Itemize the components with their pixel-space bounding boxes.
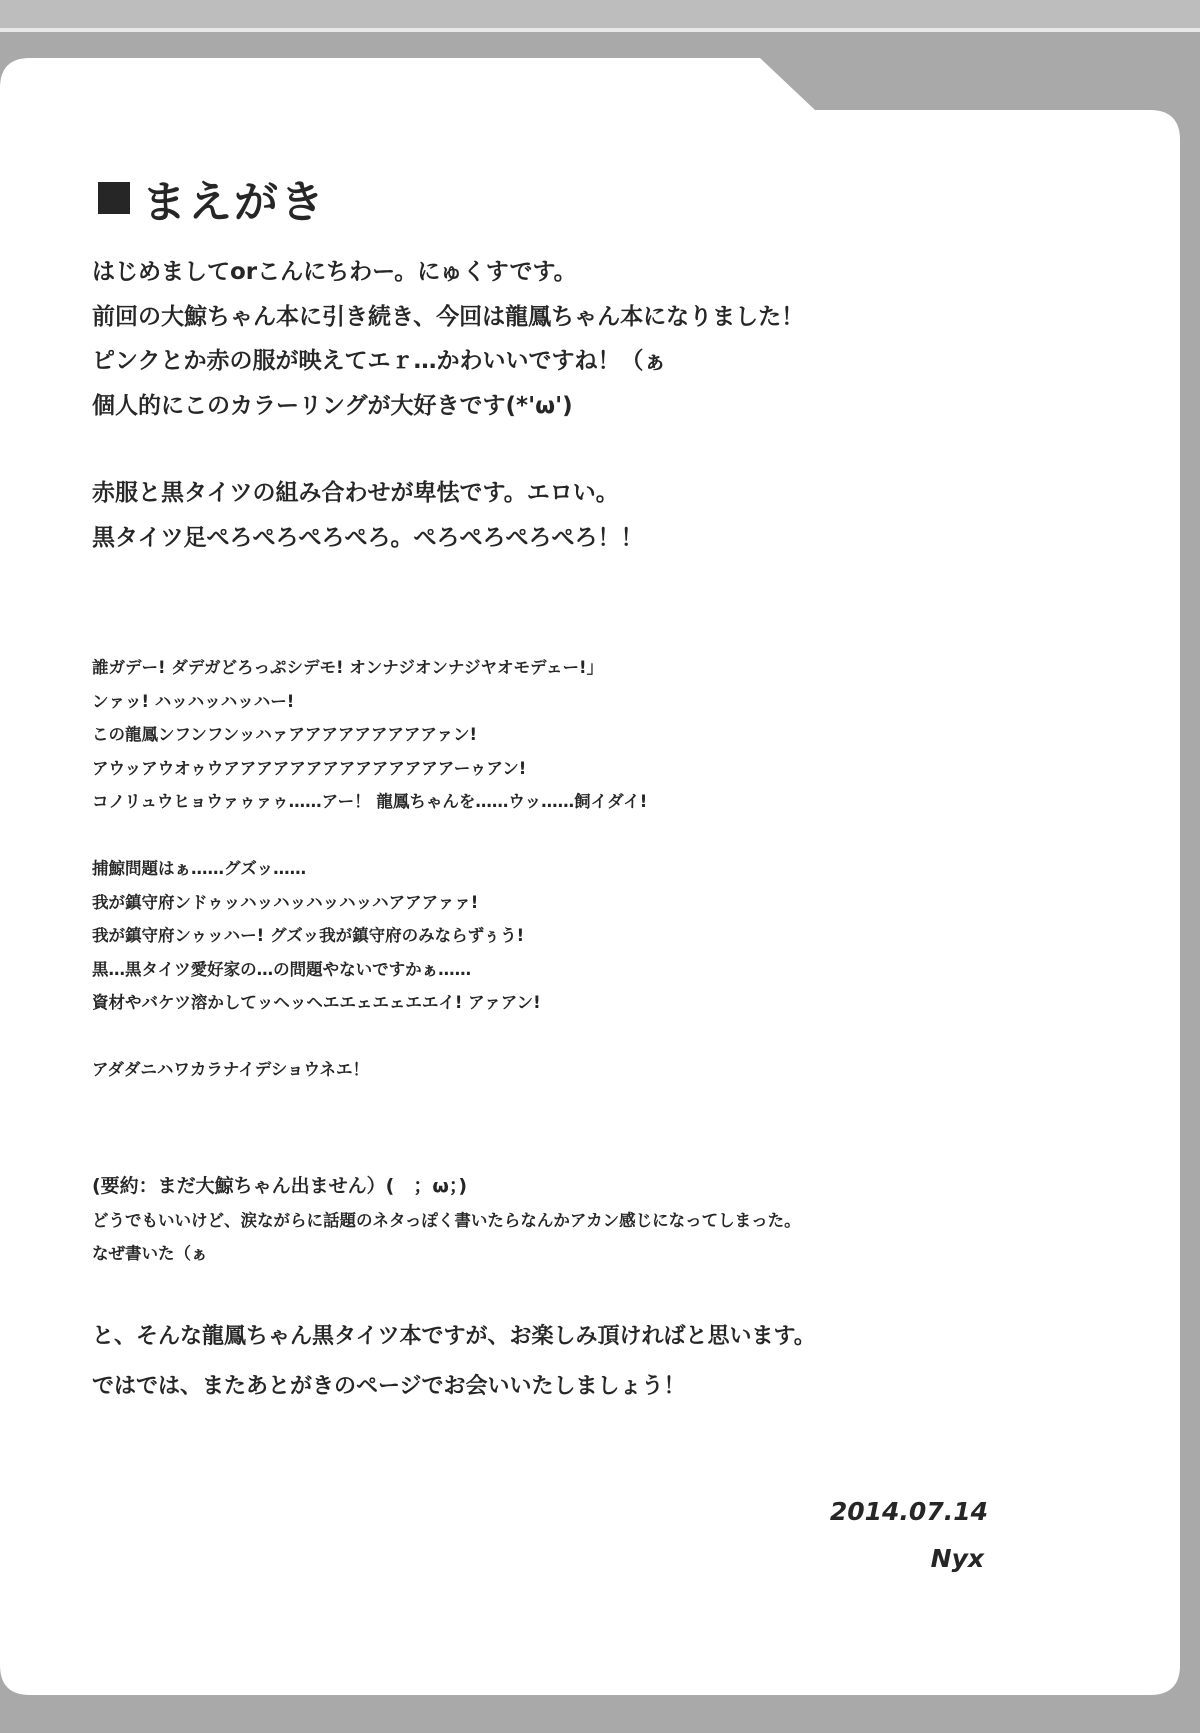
speech-line: この龍鳳ンフンフンッハァアアアアアアアアアァン! (92, 725, 478, 744)
speech-block-2 (92, 852, 541, 1020)
square-bullet-icon (98, 182, 130, 214)
date-text: 2014.07.14 (829, 1497, 988, 1526)
closing-paragraph (92, 1312, 816, 1412)
speech-line: 誰ガデー! ダデガどろっぷシデモ! オンナジオンナジヤオモデェー!」 (92, 658, 604, 677)
text-line: はじめましてorこんにちわー。にゅくすです。 (92, 259, 577, 285)
speech-block-1 (92, 651, 647, 819)
text-line: 個人的にこのカラーリングが大好きです(*'ω') (92, 392, 573, 419)
speech-line: 我が鎮守府ンゥッハー! グズッ我が鎮守府のみならずぅう! (92, 926, 525, 945)
speech-line: アダダニハワカラナイデショウネエ！ (92, 1060, 370, 1079)
text-line: 前回の大鯨ちゃん本に引き続き、今回は龍鳳ちゃん本になりました！ (92, 303, 805, 330)
section-heading (98, 166, 326, 230)
speech-line: アウッアウオゥウアアアアアアアアアアアアアアーゥアン! (92, 758, 527, 778)
text-line: 赤服と黒タイツの組み合わせが卑怯です。エロい。 (92, 480, 619, 506)
speech-block-3 (92, 1053, 369, 1087)
text-line: と、そんな龍鳳ちゃん黒タイツ本ですが、お楽しみ頂ければと思います。 (92, 1324, 816, 1349)
summary-line: (要約：まだ大鯨ちゃん出ません）( ；ω；) (92, 1175, 468, 1197)
note-line: なぜ書いた（ぁ (92, 1244, 208, 1263)
speech-line: 黒…黒タイツ愛好家の…の問題やないですかぁ…… (92, 959, 472, 979)
speech-line: 我が鎮守府ンドゥッハッハッハッハッハアアアァァ! (92, 892, 479, 912)
text-line: ではでは、またあとがきのページでお会いいたしましょう！ (92, 1374, 686, 1399)
tights-paragraph (92, 471, 644, 560)
text-line: ピンクとか赤の服が映えてエｒ…かわいいですね！（ぁ (92, 348, 667, 374)
speech-line: 捕鯨問題はぁ……グズッ…… (92, 859, 307, 878)
intro-paragraph (92, 250, 804, 428)
note-line: どうでもいいけど、涙ながらに話題のネタっぽく書いたらなんかアカン感じになってしまった。 (92, 1210, 801, 1230)
author-signature: Nyx (930, 1544, 984, 1573)
speech-line: 資材やバケツ溶かしてッヘッヘエエェエェエエイ! アァアン! (92, 993, 541, 1012)
text-line: 黒タイツ足ぺろぺろぺろぺろ。ぺろぺろぺろぺろ！！ (92, 524, 644, 551)
notes-block (92, 1170, 801, 1271)
speech-line: ンァッ! ハッハッハッハー! (92, 691, 295, 711)
speech-line: コノリュウヒョウァゥァゥ……アー！ 龍鳳ちゃんを……ウッ……飼イダイ! (92, 792, 648, 811)
heading-text: まえがき (142, 177, 326, 228)
